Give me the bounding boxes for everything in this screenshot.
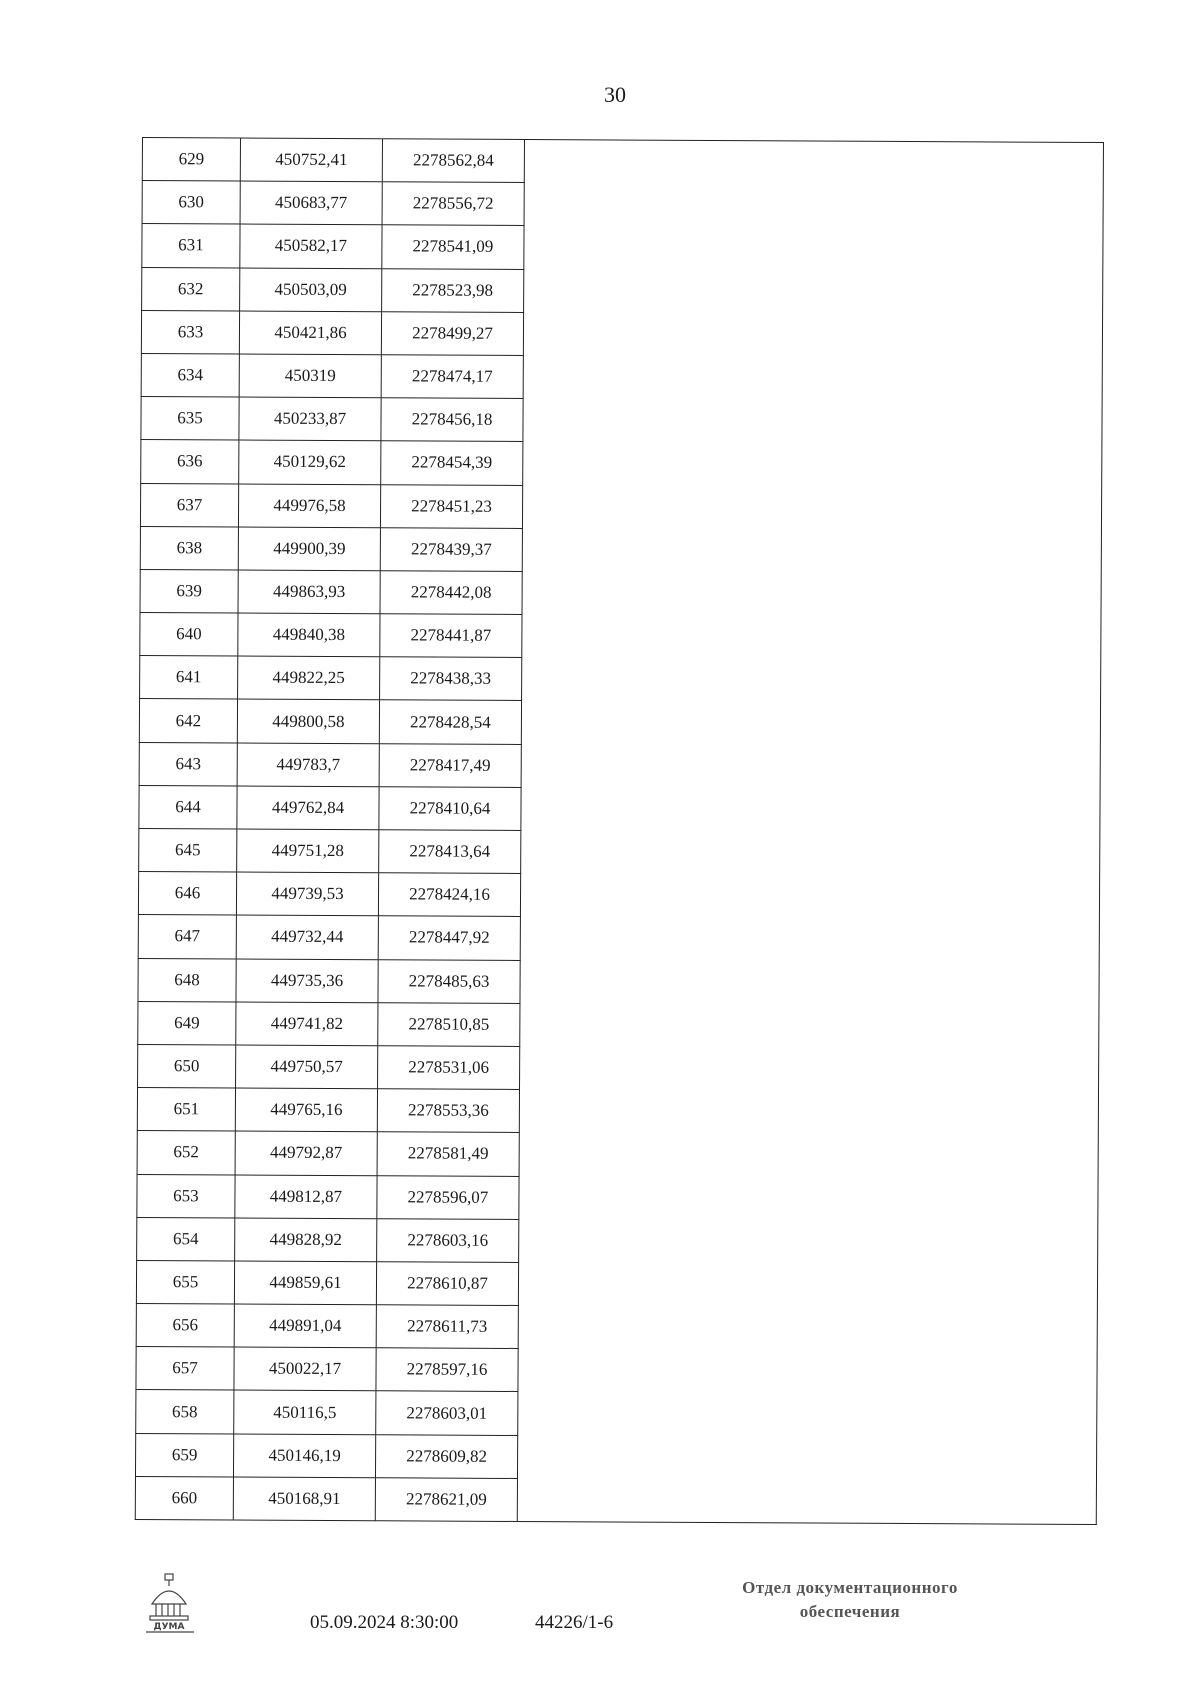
point-number-cell: 630 — [142, 181, 240, 225]
y-coordinate-cell: 2278456,18 — [381, 398, 523, 442]
y-coordinate-cell: 2278531,06 — [378, 1046, 520, 1090]
y-coordinate-cell: 2278556,72 — [382, 182, 524, 226]
y-coordinate-cell: 2278562,84 — [382, 139, 524, 183]
point-number-cell: 656 — [136, 1304, 234, 1348]
point-number-cell: 638 — [140, 526, 238, 570]
y-coordinate-cell: 2278424,16 — [378, 873, 520, 917]
point-number-cell: 659 — [135, 1433, 233, 1477]
footer-date: 05.09.2024 8:30:00 — [310, 1612, 459, 1633]
y-coordinate-cell: 2278410,64 — [379, 787, 521, 831]
point-number-cell: 633 — [141, 310, 239, 354]
point-number-cell: 647 — [138, 915, 236, 959]
x-coordinate-cell: 449840,38 — [238, 613, 380, 657]
y-coordinate-cell: 2278474,17 — [381, 355, 523, 399]
y-coordinate-cell: 2278441,87 — [380, 614, 522, 658]
point-number-cell: 658 — [136, 1390, 234, 1434]
point-number-cell: 629 — [142, 138, 240, 182]
x-coordinate-cell: 449741,82 — [236, 1002, 378, 1046]
y-coordinate-cell: 2278417,49 — [379, 743, 521, 787]
y-coordinate-cell: 2278428,54 — [379, 700, 521, 744]
empty-merged-cell — [517, 140, 1103, 1525]
point-number-cell: 657 — [136, 1347, 234, 1391]
y-coordinate-cell: 2278609,82 — [375, 1434, 517, 1478]
point-number-cell: 632 — [142, 267, 240, 311]
x-coordinate-cell: 450233,87 — [239, 397, 381, 441]
y-coordinate-cell: 2278610,87 — [376, 1262, 518, 1306]
point-number-cell: 651 — [137, 1088, 235, 1132]
x-coordinate-cell: 450421,86 — [239, 311, 381, 355]
y-coordinate-cell: 2278447,92 — [378, 916, 520, 960]
y-coordinate-cell: 2278581,49 — [377, 1132, 519, 1176]
table-row — [142, 138, 1103, 186]
x-coordinate-cell: 449822,25 — [238, 656, 380, 700]
y-coordinate-cell: 2278596,07 — [377, 1175, 519, 1219]
point-number-cell: 642 — [139, 699, 237, 743]
point-number-cell: 631 — [142, 224, 240, 268]
x-coordinate-cell: 450022,17 — [234, 1347, 376, 1391]
y-coordinate-cell: 2278439,37 — [380, 527, 522, 571]
y-coordinate-cell: 2278451,23 — [380, 484, 522, 528]
y-coordinate-cell: 2278621,09 — [375, 1478, 517, 1522]
footer-department-line2: обеспечения — [799, 1602, 901, 1621]
y-coordinate-cell: 2278510,85 — [378, 1002, 520, 1046]
point-number-cell: 645 — [139, 828, 237, 872]
x-coordinate-cell: 449739,53 — [236, 872, 378, 916]
point-number-cell: 646 — [138, 872, 236, 916]
x-coordinate-cell: 449762,84 — [237, 786, 379, 830]
x-coordinate-cell: 449765,16 — [235, 1088, 377, 1132]
page-footer — [0, 1560, 1200, 1640]
x-coordinate-cell: 450752,41 — [240, 138, 382, 182]
x-coordinate-cell: 449859,61 — [234, 1261, 376, 1305]
page-number: 30 — [604, 82, 626, 107]
y-coordinate-cell: 2278597,16 — [376, 1348, 518, 1392]
point-number-cell: 636 — [141, 440, 239, 484]
x-coordinate-cell: 450319 — [239, 354, 381, 398]
point-number-cell: 650 — [138, 1044, 236, 1088]
y-coordinate-cell: 2278454,39 — [381, 441, 523, 485]
point-number-cell: 641 — [140, 656, 238, 700]
x-coordinate-cell: 450582,17 — [240, 224, 382, 268]
point-number-cell: 644 — [139, 785, 237, 829]
x-coordinate-cell: 450116,5 — [234, 1390, 376, 1434]
x-coordinate-cell: 449828,92 — [235, 1218, 377, 1262]
svg-text:ДУМА: ДУМА — [153, 1622, 185, 1632]
y-coordinate-cell: 2278499,27 — [381, 312, 523, 356]
y-coordinate-cell: 2278603,16 — [377, 1218, 519, 1262]
point-number-cell: 649 — [138, 1001, 236, 1045]
coordinates-table — [135, 137, 1104, 1525]
y-coordinate-cell: 2278611,73 — [376, 1305, 518, 1349]
point-number-cell: 637 — [140, 483, 238, 527]
footer-department-line1: Отдел документационного — [742, 1578, 958, 1597]
point-number-cell: 655 — [136, 1260, 234, 1304]
x-coordinate-cell: 449891,04 — [234, 1304, 376, 1348]
x-coordinate-cell: 449900,39 — [238, 527, 380, 571]
duma-emblem-icon — [140, 1572, 200, 1634]
x-coordinate-cell: 449735,36 — [236, 959, 378, 1003]
y-coordinate-cell: 2278485,63 — [378, 959, 520, 1003]
point-number-cell: 643 — [139, 742, 237, 786]
x-coordinate-cell: 449751,28 — [237, 829, 379, 873]
x-coordinate-cell: 450683,77 — [240, 181, 382, 225]
y-coordinate-cell: 2278523,98 — [382, 268, 524, 312]
point-number-cell: 653 — [137, 1174, 235, 1218]
x-coordinate-cell: 449863,93 — [238, 570, 380, 614]
x-coordinate-cell: 450146,19 — [233, 1434, 375, 1478]
y-coordinate-cell: 2278438,33 — [380, 657, 522, 701]
x-coordinate-cell: 449732,44 — [236, 915, 378, 959]
coordinates-table-body — [135, 138, 1103, 1525]
x-coordinate-cell: 450168,91 — [233, 1477, 375, 1521]
point-number-cell: 639 — [140, 569, 238, 613]
y-coordinate-cell: 2278442,08 — [380, 571, 522, 615]
point-number-cell: 635 — [141, 397, 239, 441]
y-coordinate-cell: 2278541,09 — [382, 225, 524, 269]
point-number-cell: 648 — [138, 958, 236, 1002]
x-coordinate-cell: 449792,87 — [235, 1131, 377, 1175]
x-coordinate-cell: 449783,7 — [237, 743, 379, 787]
point-number-cell: 640 — [140, 613, 238, 657]
x-coordinate-cell: 449812,87 — [235, 1175, 377, 1219]
x-coordinate-cell: 449750,57 — [236, 1045, 378, 1089]
y-coordinate-cell: 2278553,36 — [377, 1089, 519, 1133]
point-number-cell: 634 — [141, 353, 239, 397]
x-coordinate-cell: 449976,58 — [238, 484, 380, 528]
x-coordinate-cell: 450129,62 — [239, 440, 381, 484]
x-coordinate-cell: 449800,58 — [237, 699, 379, 743]
footer-department — [700, 1576, 1000, 1624]
y-coordinate-cell: 2278413,64 — [379, 830, 521, 874]
point-number-cell: 660 — [135, 1476, 233, 1520]
point-number-cell: 652 — [137, 1131, 235, 1175]
y-coordinate-cell: 2278603,01 — [376, 1391, 518, 1435]
x-coordinate-cell: 450503,09 — [240, 268, 382, 312]
footer-document-number: 44226/1-6 — [535, 1612, 614, 1633]
point-number-cell: 654 — [137, 1217, 235, 1261]
